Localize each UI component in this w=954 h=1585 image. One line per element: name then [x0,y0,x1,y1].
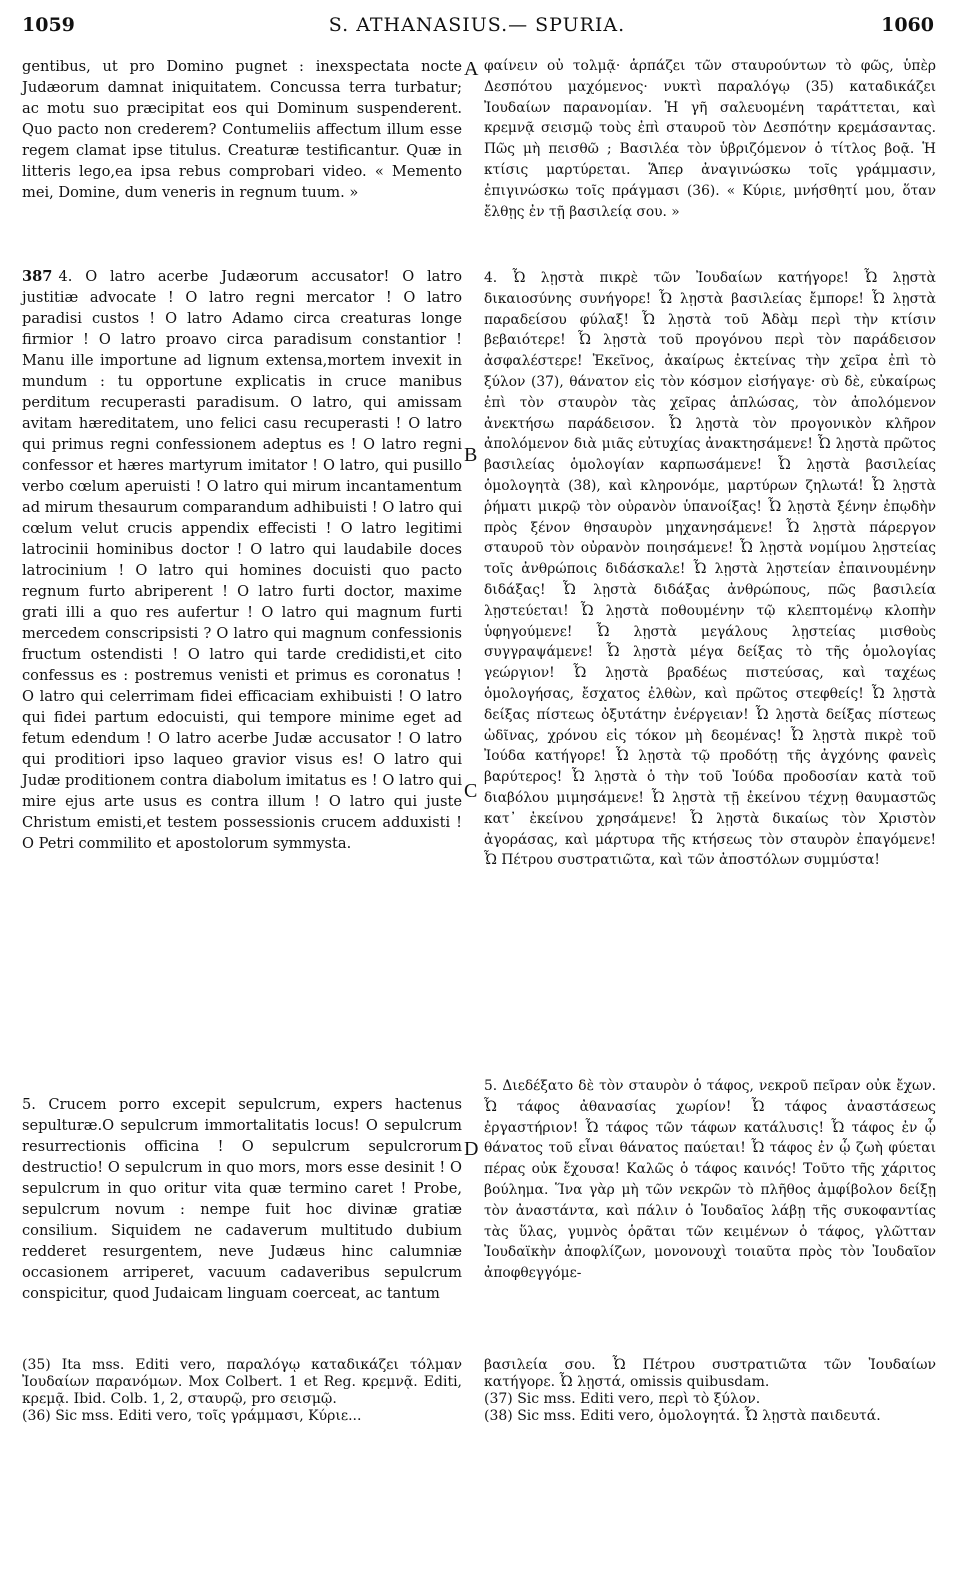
page-number-right: 1060 [881,14,934,36]
footnote-38: (38) Sic mss. Editi vero, ὁμολογητά. Ὦ λῃστὰ παιδευτά. [484,1408,881,1424]
footnote-35: (35) Ita mss. Editi vero, παραλόγῳ καταδικάζει τόλμαν Ἰουδαίων παρανόμων. Mox Colbert. 1 et Reg. κρεμνᾷ. Editi, κρεμᾷ. Ibid. Colb. 1, 2, σταυρῷ, pro σεισμῷ. [22,1357,462,1407]
latin-para-5-text: 5. Crucem porro excepit sepulcrum, expers hactenus sepulturæ.O sepulcrum immortalitatis locus! O sepulcrum resurrectionis officina ! O sepulcrum sepulcrorum destructio! O sepulcrum in quo mors, mors esse desinit ! O sepulcrum in quo oritur vita quæ termino caret ! Probe, sepulcrum novum : nempe fuit hoc divinæ gratiæ consilium. Siquidem ne cadaverum multitudo dubium redderet resurgentem, neve Judæus hinc calumniæ occasionem arriperet, vacuum cadaveribus sepulcrum conspicitur, quod Judaicam linguam coerceat, ac tantum [22,1096,462,1302]
greek-section-5 [484,1076,936,1284]
latin-intro [22,56,462,203]
footnotes-left [22,1357,462,1425]
margin-letter-a: A [464,58,479,80]
footnote-37: (37) Sic mss. Editi vero, περὶ τὸ ξύλον. [484,1391,761,1407]
latin-intro-text: gentibus, ut pro Domino pugnet : inexspectata nocte Judæorum damnat iniquitatem. Concussa terra turbatur; ac motu suo præcipitat eos qui Dominum suspenderent. Quo pacto non crederem? Contumeliis affectum illum esse regem clamat ipse titulus. Creaturæ testificantur. Quæ in litteris lego,ea ipsa rebus comprobari video. « Memento mei, Domine, dum veneris in regnum tuum. » [22,58,462,201]
greek-para-4-text: 4. Ὦ λῃστὰ πικρὲ τῶν Ἰουδαίων κατήγορε! Ὦ λῃστὰ δικαιοσύνης συνήγορε! Ὦ λῃστὰ βασιλείας ἔμπορε! Ὦ λῃστὰ παραδείσου φύλαξ! Ὦ λῃστὰ τοῦ Ἀδὰμ περὶ τὴν κτίσιν βεβαιότερε! Ὦ λῃστὰ τοῦ προγόνου περὶ τὸν παράδεισον ἀσφαλέστερε! Ἐκεῖνος, ἀκαίρως ἐκτείνας τὴν χεῖρα ἐπὶ τὸ ξύλον (37), θάνατον εἰς τὸν κόσμον εἰσήγαγε· σὺ δὲ, εὐκαίρως ἐπὶ τὸν σταυρὸν τὰς χεῖρας ἁπλώσας, τὸν ἀπολόμενον ἀνεκτήσω παράδεισον. Ὦ λῃστὰ τὸν προγονικὸν κλῆρον ἀπολόμενον διὰ μιᾶς εὐτυχίας ἀνακτησάμενε! Ὦ λῃστὰ πρῶτος βασιλείας ὁμολογίαν καρπωσάμενε! Ὦ λῃστὰ βασιλείας ὁμολογητὰ (38), καὶ κληρονόμε, μαρτύρων ζηλωτά! Ὦ λῃστὰ ῥήματι μικρῷ τὸν οὐρανὸν ὑπανοίξας! Ὦ λῃστὰ ξένην ἐπῳδὴν πρὸς ξένον θησαυρὸν μηχανησάμενε! Ὦ λῃστὰ πάρεργον σταυροῦ τὸν οὐρανὸν ποιησάμενε! Ὦ λῃστὰ νομίμου λῃστείας τοῖς ἀνθρώποις διδάσκαλε! Ὦ λῃστὰ λῃστείαν ἐπαινουμένην διδάξας! Ὦ λῃστὰ διδάξας ἀνθρώπους, πῶς βασιλεία λῃστεύεται! Ὦ λῃστὰ ποθουμένην τῷ κλεπτομένῳ κλοπὴν ὑφηγούμενε! Ὦ λῃστὰ μεγάλους λῃστείας μισθοὺς συγγραψάμενε! Ὦ λῃστὰ μέγα δείξας τὸ τῆς ὁμολογίας γεώργιον! Ὦ λῃστὰ βραδέως πιστεύσας, καὶ ταχέως ὁμολογήσας, ἔσχατος ἐλθὼν, καὶ πρῶτος στεφθείς! Ὦ λῃστὰ δείξας πίστεως ὀξυτάτην ἐνέργειαν! Ὦ λῃστὰ δείξας πίστεως ὠδῖνας, χρόνου εἰς τόκον μὴ δεομένας! Ὦ λῃστὰ πικρὲ τοῦ Ἰούδα κατήγορε! Ὦ λῃστὰ τῷ προδότῃ τῆς ἀγχόνης φανεὶς βαρύτερος! Ὦ λῃστὰ ὁ τὴν τοῦ Ἰούδα προδοσίαν κατὰ τοῦ διαβόλου μιμησάμενε! Ὦ λῃστὰ τῇ ἐκείνου τέχνῃ θαυμαστῶς κατ᾽ ἐκείνου χρησάμενε! Ὦ λῃστὰ δικαίως τὸν Χριστὸν ἀγοράσας, καὶ μάρτυρα τῆς κτήσεως τὸν σταυρὸν ἐπαγόμενε! Ὦ Πέτρου συστρατιῶτα, καὶ τῶν ἀποστόλων συμμύστα! [484,270,936,869]
margin-letter-b: B [464,444,478,466]
latin-para-4-text: 4. O latro acerbe Judæorum accusator! O latro justitiæ advocate ! O latro regni mercator ! O latro paradisi custos ! O latro Adamo circa creaturas longe firmior ! O latro proavo circa paradisum constantior ! Manu ille importune ad lignum extensa,mortem invexit in mundum : tu opportune explicatis in cruce manibus perditum recuperasti paradisum. O latro, qui amissam avitam hæreditatem, uno felici casu recuperasti ! O latro qui primus regni confessionem adeptus es ! O latro regni confessor et hæres martyrum imitator ! O latro, qui pusillo verbo cœlum aperuisti ! O latro qui mirum incantamentum ad mirum thesaurum comparandum adhibuisti ! O latro qui cœlum velut crucis appendix effecisti ! O latro legitimi latrocinii hominibus doctor ! O latro qui laudabile doces latrocinium ! O latro qui homines docuisti quo pacto regnum furto abriperent ! O latro furti doctor, maxime grati illi a quo res aufertur ! O latro qui magnum furti mercedem conscripsisti ? O latro qui magnum confessionis fructum ostendisti ! O latro qui tarde credidisti,et cito confessus es : postremus venisti et primus es coronatus ! O latro qui celerrimam fidei efficaciam exhibuisti ! O latro qui fidei partum edocuisti, qui tempore minime eget ad fetum edendum ! O latro acerbe Judæ accusator ! O latro qui proditiori ipso laqueo gravior visus es! O latro qui Judæ proditionem contra diabolum imitatus es ! O latro qui mire ejus arte usus es contra illum ! O latro qui juste Christum emisti,et testem possessionis crucem adduxisti ! O Petri commilito et apostolorum symmysta. [22,268,462,852]
margin-letter-d: D [464,1138,479,1160]
greek-para-5-text: 5. Διεδέξατο δὲ τὸν σταυρὸν ὁ τάφος, νεκροῦ πεῖραν οὐκ ἔχων. Ὦ τάφος ἀθανασίας χωρίον! Ὦ τάφος ἀναστάσεως ἐργαστήριον! Ὦ τάφος τῶν τάφων κατάλυσις! Ὦ τάφος ἐν ᾧ θάνατος τοῦ εἶναι θάνατος παύεται! Ὦ τάφος ἐν ᾧ ζωὴ φύεται πέρας οὐκ ἔχουσα! Καλῶς ὁ τάφος καινός! Τοῦτο τῆς χάριτος βούλημα. Ἵνα γὰρ μὴ τῶν νεκρῶν τὸ πλῆθος ἀμφίβολον δείξῃ τὸν ἀναστάντα, καὶ πάλιν ὁ Ἰουδαῖος λάβῃ τῆς συκοφαντίας τὰς ὕλας, γυμνὸς ὁρᾶται τῶν κειμένων ὁ τάφος, γλῶτταν Ἰουδαϊκὴν ἀποφλίζων, μονονουχὶ τοιαῦτα πρὸς τὸν Ἰουδαῖον ἀποφθεγγόμε- [484,1078,936,1282]
greek-intro [484,56,936,222]
section-number: 387 [22,268,53,285]
margin-letter-c: C [464,780,478,802]
footnote-36: (36) Sic mss. Editi vero, τοῖς γράμμασι, Κύριε... [22,1408,362,1424]
greek-section-4 [484,268,936,871]
running-title: S. ATHANASIUS.— SPURIA. [328,14,626,36]
footnote-36-continued: βασιλεία σου. Ὦ Πέτρου συστρατιῶτα τῶν Ἰουδαίων κατήγορε. Ὦ λῃστά, omissis quibusdam. [484,1357,936,1390]
latin-section-4 [22,266,462,854]
greek-intro-text: φαίνειν οὐ τολμᾷ· ἁρπάζει τῶν σταυρούντων τὸ φῶς, ὑπὲρ Δεσπότου μαχόμενος· νυκτὶ παραλόγῳ (35) καταδικάζει Ἰουδαίων παρανομίαν. Ἡ γῆ σαλευομένη ταράττεται, καὶ κρεμνᾷ σεισμῷ τοὺς ἐπὶ σταυροῦ τὸν Δεσπότην κρεμάσαντας. Πῶς μὴ πεισθῶ ; Βασιλέα τὸν ὑβριζόμενον ὁ τίτλος βοᾷ. Ἡ κτίσις μαρτύρεται. Ἅπερ ἀναγινώσκω τοῖς γράμμασιν, ἐπιγινώσκω τοῖς πράγμασι (36). « Κύριε, μνήσθητί μου, ὅταν ἔλθῃς ἐν τῇ βασιλείᾳ σου. » [484,58,936,220]
latin-section-5 [22,1094,462,1304]
latin-para-4 [22,266,462,854]
footnotes-right [484,1357,936,1425]
page-number-left: 1059 [22,14,75,36]
